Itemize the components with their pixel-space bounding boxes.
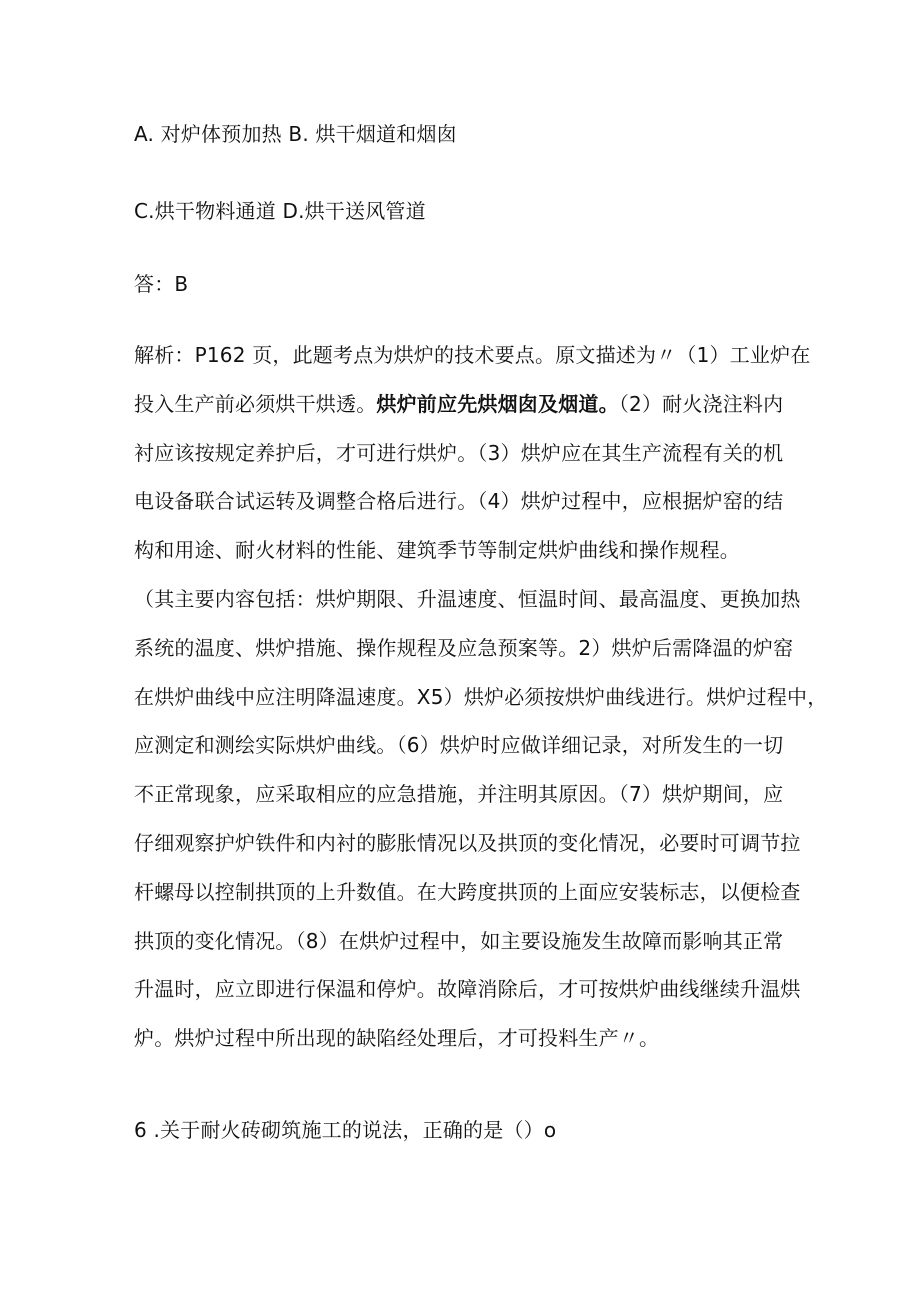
analysis-line: （其主要内容包括：烘炉期限、升温速度、恒温时间、最高温度、更换加热 <box>134 586 801 611</box>
analysis-bold-text: 烘炉前应先烘烟囱及烟道。 <box>376 391 619 416</box>
analysis-line: 构和用途、耐火材料的性能、建筑季节等制定烘炉曲线和操作规程。 <box>134 538 740 563</box>
question-line: 6 .关于耐火砖砌筑施工的说法，正确的是（）o <box>134 1118 557 1142</box>
analysis-line: 解析：P162 页，此题考点为烘炉的技术要点。原文描述为〃（1）工业炉在 <box>134 343 811 367</box>
analysis-line <box>134 380 794 429</box>
analysis-line: 仔细观察护炉铁件和内衬的膨胀情况以及拱顶的变化情况，必要时可调节拉 <box>134 830 801 855</box>
analysis-line: 炉。烘炉过程中所出现的缺陷经处理后，才可投料生产〃。 <box>134 1026 660 1051</box>
analysis-line: 衬应该按规定养护后，才可进行烘炉。（3）烘炉应在其生产流程有关的机 <box>134 440 784 465</box>
analysis-line: 系统的温度、烘炉措施、操作规程及应急预案等。2）烘炉后需降温的炉窑 <box>134 635 794 660</box>
analysis-line: 杆螺母以控制拱顶的上升数值。在大跨度拱顶的上面应安装标志，以便检查 <box>134 879 801 904</box>
analysis-text: （2）耐火浇注料内 <box>618 391 784 416</box>
analysis-line: 电设备联合试运转及调整合格后进行。（4）烘炉过程中，应根据炉窑的结 <box>134 489 784 514</box>
analysis-paragraph <box>134 331 828 1063</box>
option-line-ab: A. 对炉体预加热 B. 烘干烟道和烟囱 <box>134 122 457 146</box>
analysis-line: 升温时，应立即进行保温和停炉。故障消除后，才可按烘炉曲线继续升温烘 <box>134 977 801 1002</box>
analysis-line: 不正常现象，应采取相应的应急措施，并注明其原因。（7）烘炉期间，应 <box>134 782 784 807</box>
analysis-text: 投入生产前必须烘干烘透。 <box>134 391 377 416</box>
answer-line: 答：B <box>134 272 189 296</box>
analysis-line: 应测定和测绘实际烘炉曲线。（6）烘炉时应做详细记录，对所发生的一切 <box>134 733 784 758</box>
analysis-line: 拱顶的变化情况。（8）在烘炉过程中，如主要设施发生故障而影响其正常 <box>134 928 784 953</box>
analysis-line: 在烘炉曲线中应注明降温速度。X5）烘炉必须按烘炉曲线进行。烘炉过程中， <box>134 684 828 709</box>
option-line-cd: C.烘干物料通道 D.烘干送风管道 <box>134 199 426 223</box>
